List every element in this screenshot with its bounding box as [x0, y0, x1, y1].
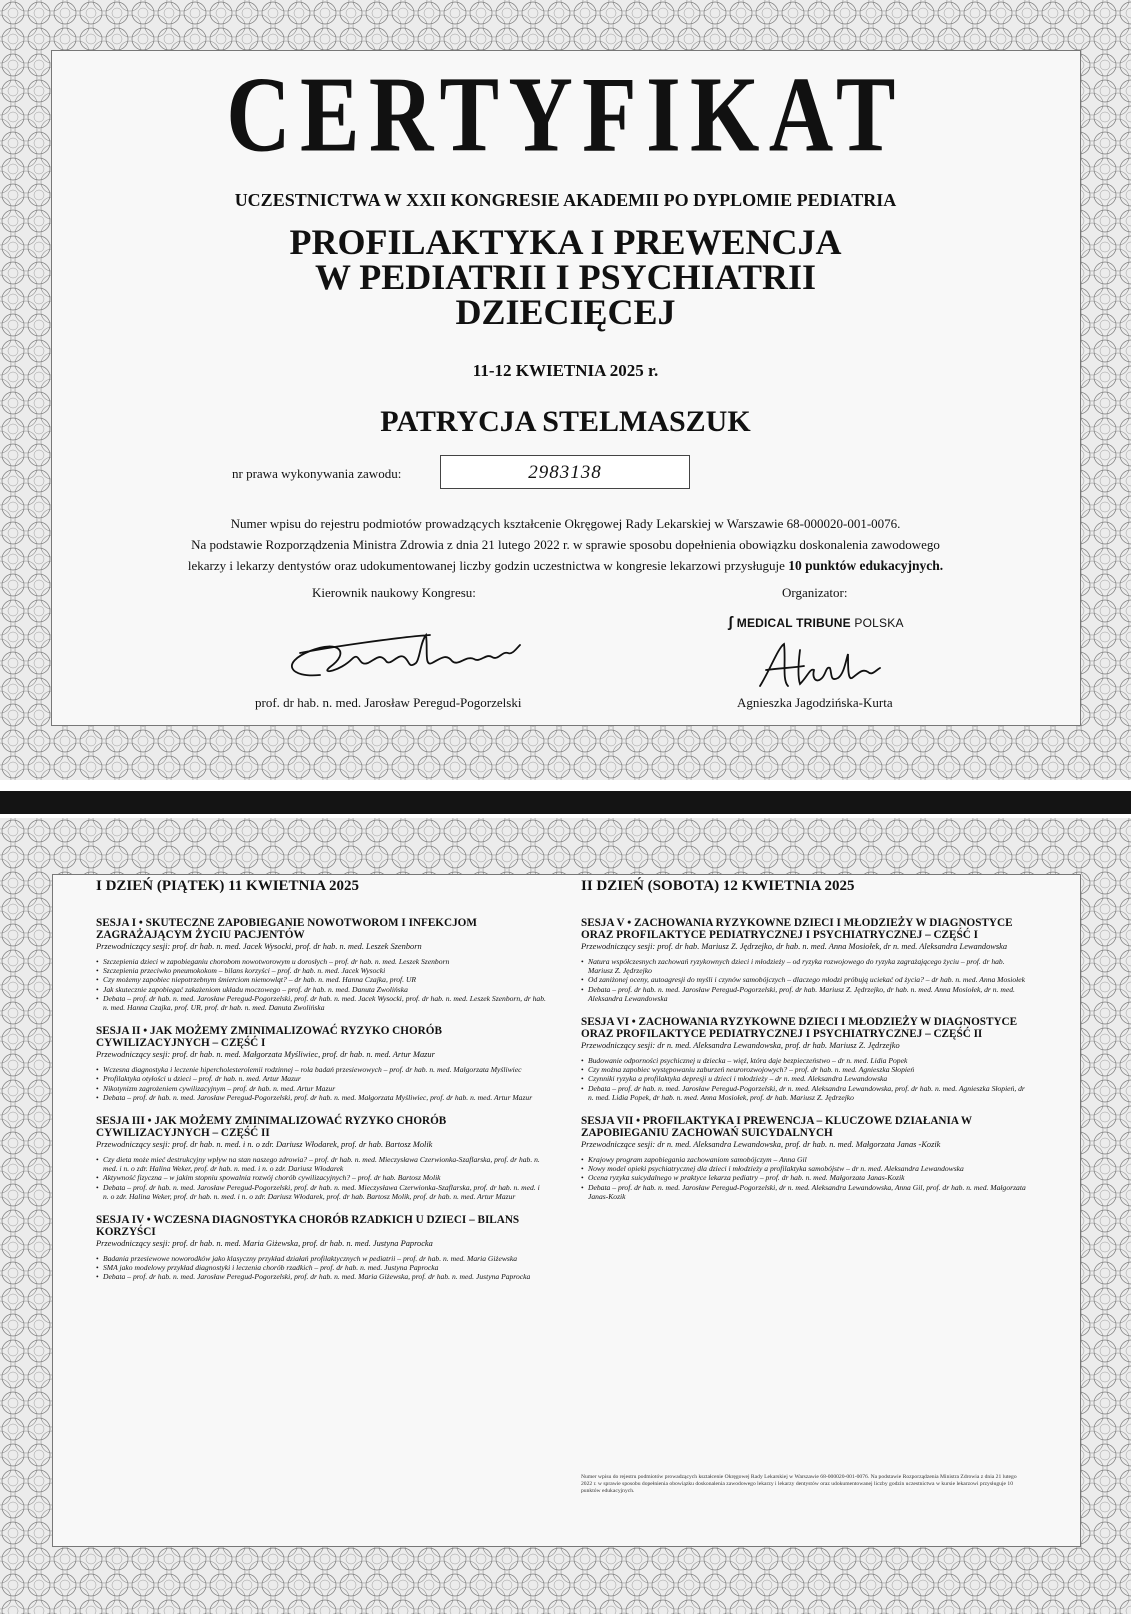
organizer-name: Agnieszka Jagodzińska-Kurta [737, 695, 893, 710]
organizer-signature [752, 640, 882, 702]
info-line-text: lekarzy i lekarzy dentystów oraz udokumentowanej liczby godzin uczestnictwa w kongresie lekarzowi przysługuje [187, 558, 785, 573]
session-chair: Przewodniczący sesji: prof. dr hab. n. med. i n. o zdr. Dariusz Włodarek, prof. dr hab. Bartosz Molik [96, 1140, 433, 1150]
session-title: SESJA V • ZACHOWANIA RYZYKOWNE DZIECI I MŁODZIEŻY W DIAGNOSTYCE ORAZ PROFILAKTYCE PEDIATRYCZNEJ I PSYCHIATRYCZNEJ – CZĘŚĆ I [581, 917, 1013, 941]
education-points: 10 punktów edukacyjnych. [788, 558, 944, 573]
logo-mark-icon: ʃ [728, 614, 734, 631]
session-item: • Szczepienia dzieci w zapobieganiu chorobom nowotworowym u dorosłych – prof. dr hab. n. med. Leszek Szenborn [96, 957, 546, 966]
logo-text-bold: MEDICAL TRIBUNE [736, 616, 851, 630]
participant-name: PATRYCJA STELMASZUK [380, 405, 751, 438]
session-chair: Przewodniczący sesji: prof. dr hab. n. med. Maria Giżewska, prof. dr hab. n. med. Justyna Paprocka [96, 1239, 433, 1249]
page-separator [0, 791, 1131, 814]
session-item: • Badania przesiewowe noworodków jako klasyczny przykład działań profilaktycznych w pediatrii – prof. dr hab. n. med. Maria Giżewska [96, 1254, 546, 1263]
session-block [581, 1115, 1031, 1201]
day2-column [581, 878, 1031, 1214]
session-item: • SMA jako modelowy przykład diagnostyki i leczenia chorób rzadkich – prof. dr hab. n. med. Justyna Paprocka [96, 1263, 546, 1272]
session-chair: Przewodniczący sesji: dr n. med. Aleksandra Lewandowska, prof. dr hab. Mariusz Z. Jędrzejko [581, 1041, 900, 1051]
session-title: SESJA VI • ZACHOWANIA RYZYKOWNE DZIECI I MŁODZIEŻY W DIAGNOSTYCE ORAZ PROFILAKTYCE PEDIATRYCZNEJ I PSYCHIATRYCZNEJ – CZĘŚĆ II [581, 1016, 1018, 1041]
certificate-page [0, 0, 1131, 780]
session-item: • Budowanie odporności psychicznej u dziecka – więź, która daje bezpieczeństwo – dr n. med. Lidia Popek [581, 1056, 1031, 1065]
session-item: • Nikotynizm zagrożeniem cywilizacyjnym – prof. dr hab. n. med. Artur Mazur [96, 1084, 546, 1093]
session-block [96, 1025, 546, 1102]
session-item: • Debata – prof. dr hab. n. med. Jarosław Peregud-Pogorzelski, prof. dr hab. n. med. Maria Giżewska, prof. dr hab. n. med. Justyna Paprocka [96, 1272, 546, 1281]
scientific-leader-name: prof. dr hab. n. med. Jarosław Peregud-Pogorzelski [255, 695, 522, 710]
certificate-subtitle: UCZESTNICTWA W XXII KONGRESIE AKADEMII PO DYPLOMIE PEDIATRIA [234, 190, 897, 210]
session-item: • Czy dieta może mieć destrukcyjny wpływ na stan naszego zdrowia? – prof. dr hab. n. med. Mieczysława Czerwionka-Szaflarska, prof. dr hab. n. med. i n. o zdr. Halina Weker, prof. dr hab. n. med. i n. o zdr. Dariusz Włodarek [96, 1155, 546, 1173]
session-chair: Przewodniczący sesji: prof. dr hab. Mariusz Z. Jędrzejko, dr hab. n. med. Anna Mosiołek, dr n. med. Aleksandra Lewandowska [581, 942, 1008, 951]
info-line: Na podstawie Rozporządzenia Ministra Zdrowia z dnia 21 lutego 2022 r. w sprawie sposobu dopełnienia obowiązku doskonalenia zawodowego [191, 537, 940, 552]
session-block [581, 917, 1031, 1003]
session-item: • Debata – prof. dr hab. n. med. Jarosław Peregud-Pogorzelski, prof. dr hab. n. med. Jacek Wysocki, prof. dr hab. n. med. Leszek Szenborn, dr hab. n. med. Hanna Czajka, prof. UR, prof. dr hab. n. med. Danuta Zwolińska [96, 994, 546, 1012]
session-chair: Przewodniczący sesji: prof. dr hab. n. med. Małgorzata Myśliwiec, prof. dr hab. n. med. Artur Mazur [96, 1050, 435, 1060]
topic-line: DZIECIĘCEJ [455, 292, 676, 332]
session-item: • Jak skutecznie zapobiegać zakażeniom układu moczowego – prof. dr hab. n. med. Danuta Zwolińska [96, 985, 546, 994]
session-item: • Debata – prof. dr hab. n. med. Jarosław Peregud-Pogorzelski, prof. dr hab. n. med. Mieczysława Czerwionka-Szaflarska, prof. dr hab. n. med. i n. o zdr. Halina Weker, prof. dr hab. n. med. i n. o zdr. Dariusz Włodarek, prof. dr hab. Bartosz Molik, prof. dr hab. n. med. Artur Mazur [96, 1183, 546, 1201]
topic-line: PROFILAKTYKA I PREWENCJA [289, 222, 842, 262]
session-block [96, 917, 546, 1012]
info-line [0, 555, 1131, 576]
session-item: • Debata – prof. dr hab. n. med. Jarosław Peregud-Pogorzelski, dr n. med. Aleksandra Lewandowska, Anna Gil, prof. dr hab. n. med. Małgorzata Janas-Kozik [581, 1183, 1031, 1201]
session-item: • Czynniki ryzyka a profilaktyka depresji u dzieci i młodzieży – dr n. med. Aleksandra Lewandowska [581, 1074, 1031, 1083]
session-item: • Nowy model opieki psychiatrycznej dla dzieci i młodzieży a profilaktyka samobójstw – dr n. med. Aleksandra Lewandowska [581, 1164, 1031, 1173]
license-label: nr prawa wykonywania zawodu: [232, 466, 402, 481]
congress-date: 11-12 KWIETNIA 2025 r. [472, 361, 659, 380]
accreditation-info [0, 513, 1131, 576]
session-chair: Przewodniczące sesji: dr n. med. Aleksandra Lewandowska, prof. dr hab. n. med. Małgorzata Janas -Kozik [581, 1140, 941, 1150]
session-item: • Debata – prof. dr hab. n. med. Jarosław Peregud-Pogorzelski, dr n. med. Aleksandra Lewandowska, prof. dr hab. n. med. Agnieszka Słopień, dr n. med. Lidia Popek, dr hab. n. med. Anna Mosiołek, prof. dr hab. Mariusz Z. Jędrzejko [581, 1084, 1031, 1102]
session-item: • Szczepienia przeciwko pneumokokom – bilans korzyści – prof. dr hab. n. med. Jacek Wysocki [96, 966, 546, 975]
session-item: • Aktywność fizyczna – w jakim stopniu spowalnia rozwój chorób cywilizacyjnych? – prof. dr hab. Bartosz Molik [96, 1173, 546, 1182]
session-items [581, 957, 1031, 1003]
session-title: SESJA IV • WCZESNA DIAGNOSTYKA CHORÓB RZADKICH U DZIECI – BILANS KORZYŚCI [96, 1214, 520, 1239]
session-item: • Od zaniżonej oceny, autoagresji do myśli i czynów samobójczych – dlaczego młodzi próbują uciekać od życia? – dr hab. n. med. Anna Mosiołek [581, 975, 1031, 984]
session-title: SESJA III • JAK MOŻEMY ZMINIMALIZOWAĆ RYZYKO CHORÓB CYWILIZACYJNYCH – CZĘŚĆ II [96, 1115, 447, 1140]
info-line: Numer wpisu do rejestru podmiotów prowadzących kształcenie Okręgowej Rady Lekarskiej w Warszawie 68-000020-001-0076. [230, 516, 901, 531]
session-items [96, 1254, 546, 1282]
session-block [96, 1115, 546, 1201]
session-item: • Ocena ryzyka suicydalnego w praktyce lekarza pediatry – prof. dr hab. n. med. Małgorzata Janas-Kozik [581, 1173, 1031, 1182]
session-title: SESJA I • SKUTECZNE ZAPOBIEGANIE NOWOTWOROM I INFEKCJOM ZAGRAŻAJĄCYM ŻYCIU PACJENTÓW [96, 917, 477, 941]
session-item: • Czy możemy zapobiec niepotrzebnym śmierciom niemowląt? – dr hab. n. med. Hanna Czajka, prof. UR [96, 975, 546, 984]
certificate-title: CERTYFIKAT [226, 53, 905, 175]
organizer-label: Organizator: [782, 585, 848, 600]
topic-line: W PEDIATRII I PSYCHIATRII [314, 257, 817, 297]
day1-title: I DZIEŃ (PIĄTEK) 11 KWIETNIA 2025 [96, 878, 359, 894]
session-item: • Wczesna diagnostyka i leczenie hipercholesterolemii rodzinnej – rola badań przesiewowych – prof. dr hab. n. med. Małgorzata Myśliwiec [96, 1065, 546, 1074]
congress-topic [0, 222, 1131, 332]
session-chair: Przewodniczący sesji: prof. dr hab. n. med. Jacek Wysocki, prof. dr hab. n. med. Leszek Szenborn [96, 942, 422, 951]
day2-title: II DZIEŃ (SOBOTA) 12 KWIETNIA 2025 [581, 878, 855, 894]
organizer-logo [728, 614, 904, 631]
session-item: • Debata – prof. dr hab. n. med. Jarosław Peregud-Pogorzelski, prof. dr hab. Mariusz Z. Jędrzejko, dr hab. n. med. Anna Mosiołek, dr n. med. Aleksandra Lewandowska [581, 985, 1031, 1003]
session-block [581, 1016, 1031, 1102]
license-number-field: 2983138 [440, 455, 690, 489]
day1-column [96, 878, 546, 1295]
session-item: • Profilaktyka otyłości u dzieci – prof. dr hab. n. med. Artur Mazur [96, 1074, 546, 1083]
session-items [96, 1155, 546, 1201]
session-items [96, 1065, 546, 1102]
session-block [96, 1214, 546, 1282]
session-items [96, 957, 546, 1012]
leader-signature [280, 623, 540, 693]
scientific-leader-label: Kierownik naukowy Kongresu: [312, 585, 476, 600]
logo-text-light: POLSKA [854, 616, 904, 630]
session-items [581, 1155, 1031, 1201]
session-item: • Czy można zapobiec występowaniu zaburzeń neurorozwojowych? – prof. dr hab. n. med. Agnieszka Słopień [581, 1065, 1031, 1074]
session-item: • Debata – prof. dr hab. n. med. Jarosław Peregud-Pogorzelski, prof. dr hab. n. med. Małgorzata Myśliwiec, prof. dr hab. n. med. Artur Mazur [96, 1093, 546, 1102]
session-item: • Natura współczesnych zachowań ryzykownych dzieci i młodzieży – od ryzyka rozwojowego do ryzyka zagrażającego życiu – prof. dr hab. Mariusz Z. Jędrzejko [581, 957, 1031, 975]
session-items [581, 1056, 1031, 1102]
program-page [0, 818, 1131, 1614]
session-title: SESJA II • JAK MOŻEMY ZMINIMALIZOWAĆ RYZYKO CHORÓB CYWILIZACYJNYCH – CZĘŚĆ I [96, 1025, 442, 1050]
session-title: SESJA VII • PROFILAKTYKA I PREWENCJA – KLUCZOWE DZIAŁANIA W ZAPOBIEGANIU ZACHOWAŃ SUICYDALNYCH [581, 1115, 972, 1140]
session-item: • Krajowy program zapobiegania zachowaniom samobójczym – Anna Gil [581, 1155, 1031, 1164]
accreditation-footnote: Numer wpisu do rejestru podmiotów prowadzących kształcenie Okręgowej Rady Lekarskiej w Warszawie 68-000020-001-0076. Na podstawie Rozporządzenia Ministra Zdrowia z dnia 21 lutego 2022 r. w sprawie sposobu dopełnienia obowiązku doskonalenia zawodowego lekarzy i lekarzy dentystów oraz udokumentowanej liczby godzin uczestnictwa w kursie lekarzowi przysługuje 10 punktów edukacyjnych. [581, 1474, 1017, 1494]
